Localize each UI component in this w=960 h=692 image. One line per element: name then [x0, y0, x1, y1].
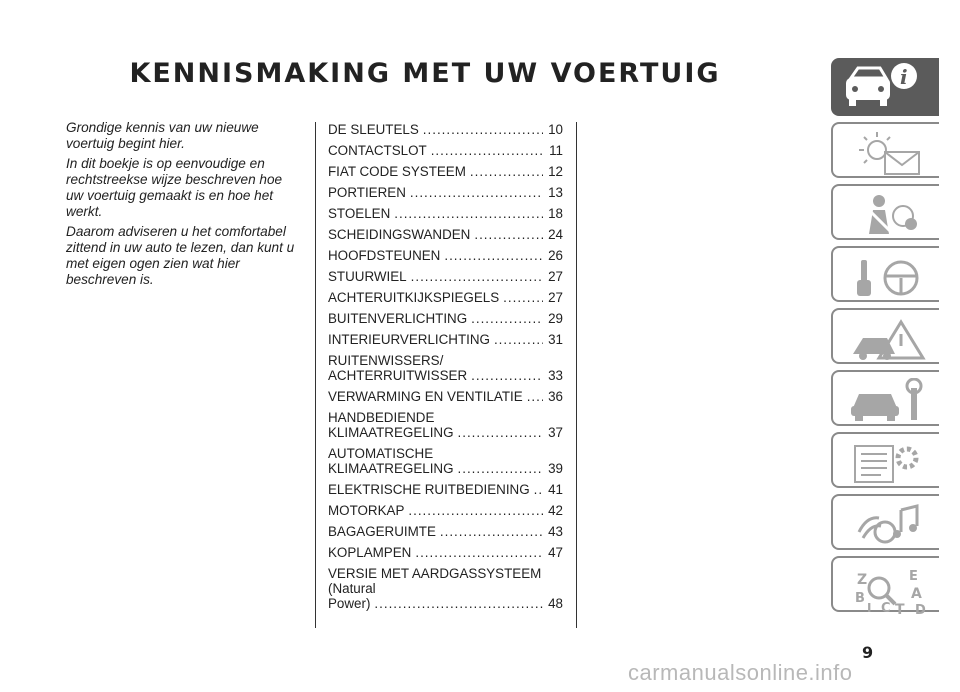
side-tab-index[interactable] — [831, 556, 939, 616]
car-info-icon — [831, 58, 939, 116]
index-letter: Z — [857, 572, 868, 588]
toc-page-number: 24 — [548, 227, 563, 242]
toc-leader-dots — [503, 290, 543, 305]
toc-entry[interactable] — [328, 122, 563, 137]
toc-entry-label: KLIMAATREGELING — [328, 425, 454, 440]
toc-entry[interactable] — [328, 566, 563, 611]
toc-page-number: 42 — [548, 503, 563, 518]
side-tab-maintenance[interactable] — [831, 370, 939, 426]
index-letter: A — [911, 586, 922, 602]
alphabetical-index-icon — [845, 564, 935, 616]
toc-page-number: 48 — [548, 596, 563, 611]
toc-entry[interactable] — [328, 290, 563, 305]
car-maintenance-wrench-icon — [845, 378, 935, 424]
toc-leader-dots — [440, 524, 543, 539]
side-tab-safety[interactable] — [831, 184, 939, 240]
toc-entry-label: ACHTERUITKIJKSPIEGELS — [328, 290, 500, 305]
toc-entry[interactable] — [328, 482, 563, 497]
index-letter: C — [881, 601, 891, 616]
toc-entry[interactable] — [328, 545, 563, 560]
toc-page-number: 47 — [548, 545, 563, 560]
toc-leader-dots — [411, 269, 543, 284]
toc-page-number: 10 — [548, 122, 563, 137]
toc-page-number: 26 — [548, 248, 563, 263]
toc-entry-lead: VERSIE MET AARDGASSYSTEEM (Natural — [328, 566, 542, 596]
toc-entry[interactable] — [328, 524, 563, 539]
toc-entry-label: Power) — [328, 596, 371, 611]
page-number: 9 — [862, 643, 874, 662]
index-letter: D — [915, 603, 926, 616]
table-of-contents — [328, 122, 563, 617]
toc-leader-dots — [410, 185, 543, 200]
toc-entry-label: HOOFDSTEUNEN — [328, 248, 441, 263]
car-emergency-icon — [845, 316, 935, 362]
toc-leader-dots — [415, 545, 543, 560]
intro-paragraph-3: Daarom adviseren u het comfortabel zittend in uw auto te lezen, dan kunt u met eigen ogen zien wat hier beschreven is. — [66, 224, 295, 287]
toc-page-number: 12 — [548, 164, 563, 179]
toc-leader-dots — [444, 248, 543, 263]
toc-entry-label: KLIMAATREGELING — [328, 461, 454, 476]
warning-light-message-icon — [845, 130, 935, 176]
toc-entry-label: STUURWIEL — [328, 269, 407, 284]
index-letter: E — [909, 569, 918, 584]
toc-page-number: 43 — [548, 524, 563, 539]
toc-entry[interactable] — [328, 185, 563, 200]
side-tab-multimedia[interactable] — [831, 494, 939, 550]
airbag-seatbelt-icon — [845, 192, 935, 238]
svg-text:i: i — [900, 65, 908, 89]
toc-entry[interactable] — [328, 143, 563, 158]
toc-leader-dots — [534, 482, 543, 497]
index-letter: I — [867, 601, 872, 615]
toc-entry-label: PORTIEREN — [328, 185, 406, 200]
toc-entry-label: ELEKTRISCHE RUITBEDIENING — [328, 482, 530, 497]
toc-entry-label: DE SLEUTELS — [328, 122, 419, 137]
side-tab-car-info[interactable] — [831, 58, 939, 116]
toc-entry-label: FIAT CODE SYSTEEM — [328, 164, 466, 179]
toc-entry-label: CONTACTSLOT — [328, 143, 427, 158]
intro-text — [66, 120, 296, 292]
toc-page-number: 37 — [548, 425, 563, 440]
toc-leader-dots — [471, 368, 543, 383]
toc-leader-dots — [494, 332, 543, 347]
toc-entry[interactable] — [328, 353, 563, 383]
toc-leader-dots — [471, 311, 543, 326]
toc-leader-dots — [474, 227, 543, 242]
toc-entry-label: KOPLAMPEN — [328, 545, 412, 560]
index-letter: B — [855, 591, 865, 606]
toc-page-number: 27 — [548, 290, 563, 305]
toc-page-number: 33 — [548, 368, 563, 383]
toc-page-number: 39 — [548, 461, 563, 476]
toc-entry-label: VERWARMING EN VENTILATIE — [328, 389, 523, 404]
toc-page-number: 18 — [548, 206, 563, 221]
toc-entry-label: MOTORKAP — [328, 503, 405, 518]
toc-leader-dots — [374, 596, 543, 611]
side-tab-starting-driving[interactable] — [831, 246, 939, 302]
intro-paragraph-1: Grondige kennis van uw nieuwe voertuig begint hier. — [66, 120, 259, 151]
side-tab-emergency[interactable] — [831, 308, 939, 364]
toc-entry[interactable] — [328, 248, 563, 263]
toc-entry-label: BUITENVERLICHTING — [328, 311, 468, 326]
toc-entry-label: ACHTERRUITWISSER — [328, 368, 468, 383]
index-letter: T — [895, 602, 905, 616]
toc-entry[interactable] — [328, 332, 563, 347]
toc-entry-lead: AUTOMATISCHE — [328, 446, 434, 461]
toc-entry-label: STOELEN — [328, 206, 391, 221]
side-tab-warning-lights[interactable] — [831, 122, 939, 178]
toc-leader-dots — [458, 461, 543, 476]
toc-leader-dots — [423, 122, 543, 137]
toc-page-number: 29 — [548, 311, 563, 326]
toc-leader-dots — [458, 425, 543, 440]
toc-entry-label: INTERIEURVERLICHTING — [328, 332, 490, 347]
toc-page-number: 11 — [549, 143, 563, 158]
toc-page-number: 13 — [548, 185, 563, 200]
watermark: carmanualsonline.info — [628, 660, 853, 685]
multimedia-icon — [845, 502, 935, 548]
key-steering-wheel-icon — [845, 254, 935, 300]
toc-entry-label: SCHEIDINGSWANDEN — [328, 227, 471, 242]
toc-page-number: 41 — [548, 482, 563, 497]
toc-entry[interactable] — [328, 269, 563, 284]
toc-page-number: 36 — [548, 389, 563, 404]
toc-entry[interactable] — [328, 410, 563, 440]
toc-entry[interactable] — [328, 311, 563, 326]
toc-entry[interactable] — [328, 503, 563, 518]
toc-entry-label: BAGAGERUIMTE — [328, 524, 436, 539]
toc-leader-dots — [431, 143, 543, 158]
toc-entry[interactable] — [328, 206, 563, 221]
right-divider — [576, 122, 577, 628]
toc-leader-dots — [408, 503, 543, 518]
toc-entry[interactable] — [328, 389, 563, 404]
toc-leader-dots — [470, 164, 543, 179]
chapter-title: KENNISMAKING MET UW VOERTUIG — [129, 58, 721, 89]
toc-page-number: 27 — [548, 269, 563, 284]
technical-data-gear-icon — [845, 440, 935, 486]
toc-entry[interactable] — [328, 446, 563, 476]
toc-entry-lead: HANDBEDIENDE — [328, 410, 435, 425]
side-tab-technical-data[interactable] — [831, 432, 939, 488]
toc-page-number: 31 — [548, 332, 563, 347]
toc-entry[interactable] — [328, 227, 563, 242]
toc-entry[interactable] — [328, 164, 563, 179]
toc-leader-dots — [394, 206, 543, 221]
intro-paragraph-2: In dit boekje is op eenvoudige en rechtstreekse wijze beschreven hoe uw voertuig gemaakt is en hoe het werkt. — [66, 156, 283, 219]
left-divider — [315, 122, 316, 628]
toc-entry-lead: RUITENWISSERS/ — [328, 353, 444, 368]
toc-leader-dots — [527, 389, 543, 404]
